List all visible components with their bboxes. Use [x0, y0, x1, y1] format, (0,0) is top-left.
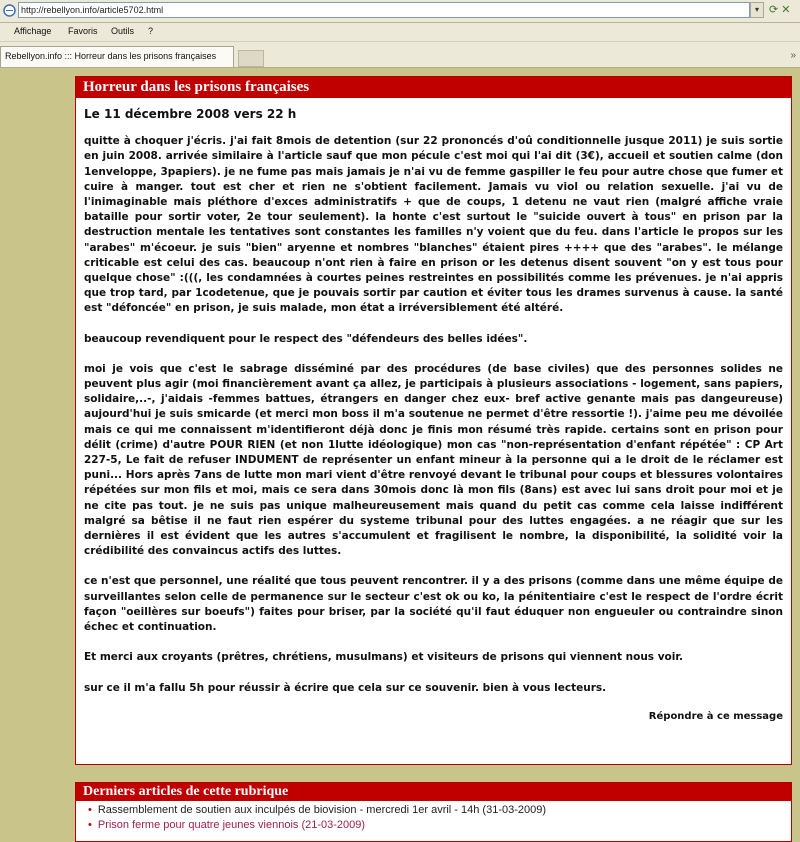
menu-affichage[interactable]: Affichage [14, 26, 52, 36]
related-item[interactable]: • Rassemblement de soutien aux inculpés de biovision - mercredi 1er avril - 14h (31-03-2009) [88, 803, 791, 818]
paragraph-5: Et merci aux croyants (prêtres, chrétiens, musulmans) et visiteurs de prisons qui viennent nous voir. [84, 651, 684, 664]
article-date: Le 11 décembre 2008 vers 22 h [84, 107, 297, 121]
chevron-down-icon[interactable]: ▾ [750, 2, 764, 18]
article-body [76, 98, 791, 724]
address-bar [0, 0, 800, 23]
related-articles [75, 782, 792, 842]
new-tab-button[interactable] [238, 50, 264, 67]
tab-bar [0, 42, 800, 68]
paragraph-1: quitte à choquer j'écris. j'ai fait 8mois de detention (sur 22 prononcés d'oû conditionnelle jusque 2011) je suis sortie en juin 2008. arrivée similaire à l'article sauf que mon pécule c'est moi qui l'ai dit (3€), accueil et soutien calme (don 1enveloppe, 3papiers). je ne fume pas mais jamais je n'ai vu de femme gaspiller le feu pour autre chose que fumer et cuire à manger. tout est cher et rien ne s'obtient facilement. Jamais vu viol ou relation sexuelle. j'ai vu de l'inimaginable mais pléthore d'exces administratifs + que de coups, 1 detenu ne vaut rien (malgré affiche vraie bataille pour sortir voter, 2e tour seulement). la honte c'est surtout le "suicide ouvert à tous" en prison par la destruction mentale les tentatives sont constantes les familles n'y voient que du feu. dans l'article le propos sur les "arabes" m'écoeur. je suis "bien" aryenne et nombres "blanches" étaient pires ++++ que des "arabes". le mélange criticable est celui des cas. beaucoup n'ont rien à faire en prison or les detenus disent souvent "on y est tous pour quelque chose" :(((, les condamnées à courtes peines restreintes en possibilités comme les prévenues. je n'ai appris que trop tard, par 1codetenue, que je pouvais sortir par caution et éviter tous les drames survenus à cause. la santé est "défoncée" en prison, je suis malade, mon état a irréversiblement été altéré. [84, 135, 783, 315]
article-card [75, 76, 792, 765]
refresh-icon[interactable]: ⟳ ✕ [769, 4, 791, 16]
url-field[interactable]: http://rebellyon.info/article5702.html [18, 2, 750, 18]
tab-article[interactable]: Rebellyon.info ::: Horreur dans les prisons françaises [0, 46, 234, 67]
menu-outils[interactable]: Outils [111, 26, 135, 36]
paragraph-6: sur ce il m'a fallu 5h pour réussir à écrire que cela sur ce souvenir. bien à vous lecteurs. [84, 681, 607, 694]
reply-link[interactable]: Répondre à ce message [648, 710, 783, 722]
menu-favoris[interactable]: Favoris [68, 26, 98, 36]
article-title: Horreur dans les prisons françaises [76, 77, 791, 98]
related-item[interactable]: • Prison ferme pour quatre jeunes viennois (21-03-2009) [88, 818, 791, 833]
paragraph-3: moi je vois que c'est le sabrage disséminé par des procédures (de base civiles) que des personnes solides ne peuvent plus agir (moi financièrement avant ça allez, je participais à plusieurs associations - logement, sans papiers, solidaire,..-, j'aidais -femmes battues, étrangers en danger chez eux- bref active genante mais pas dangeureuse) aujourd'hui je suis smicarde (et merci mon boss il m'a soutenue ne permet d'être ressortie !). j'aime peu me dévoilée mais ce qui me connaissent m'identifieront déjà donc je finis mon résumé très rapide. certains sont en prison pour délit (crime) d'autre POUR RIEN (et non 1lutte idéologique) mon cas "non-représentation d'enfant répétée" : CP Art 227-5, Le fait de refuser INDUMENT de représenter un enfant mineur à la personne qui a le droit de le réclamer est puni... Hors après 7ans de lutte mon mari vient d'être renvoyé devant le tribunal pour coups et blessures volontaires répétées sur mon fils et moi, mais ce sera dans 30mois donc là mon fils (8ans) est avec lui sans droit pour moi et je ne cite pas tout. je ne suis pas unique malheureusement mais quand du petit cas comme cela laisse indifférent malgré sa bêtise il ne faut rien espérer du systeme tribunal pour des luttes engagées. a ne réagir que sur les dernières il est évident que les autres s'accumulent et fragilisent le nombre, la disponibilité, la solidité voir la crédibilité des convaincus actifs des luttes. [84, 362, 783, 558]
menu-help[interactable]: ? [148, 26, 154, 36]
menu-bar [0, 23, 800, 42]
related-title: Derniers articles de cette rubrique [76, 783, 791, 801]
tab-scroll-icon[interactable]: » [790, 50, 796, 61]
paragraph-4: ce n'est que personnel, une réalité que tous peuvent rencontrer. il y a des prisons (comme dans une même équipe de surveillantes selon celle de permanence sur le secteur c'est ok ou ko, la pénitentiaire c'est le respect de l'ordre écrit façon "oeillères sur boeufs") faites pour briser, par la société qu'il faut éduquer non engueuler ou contraindre sinon échec et continuation. [84, 575, 783, 634]
paragraph-2: beaucoup revendiquent pour le respect des "défendeurs des belles idées". [84, 332, 528, 345]
page-icon [3, 4, 16, 17]
related-list [76, 803, 791, 833]
